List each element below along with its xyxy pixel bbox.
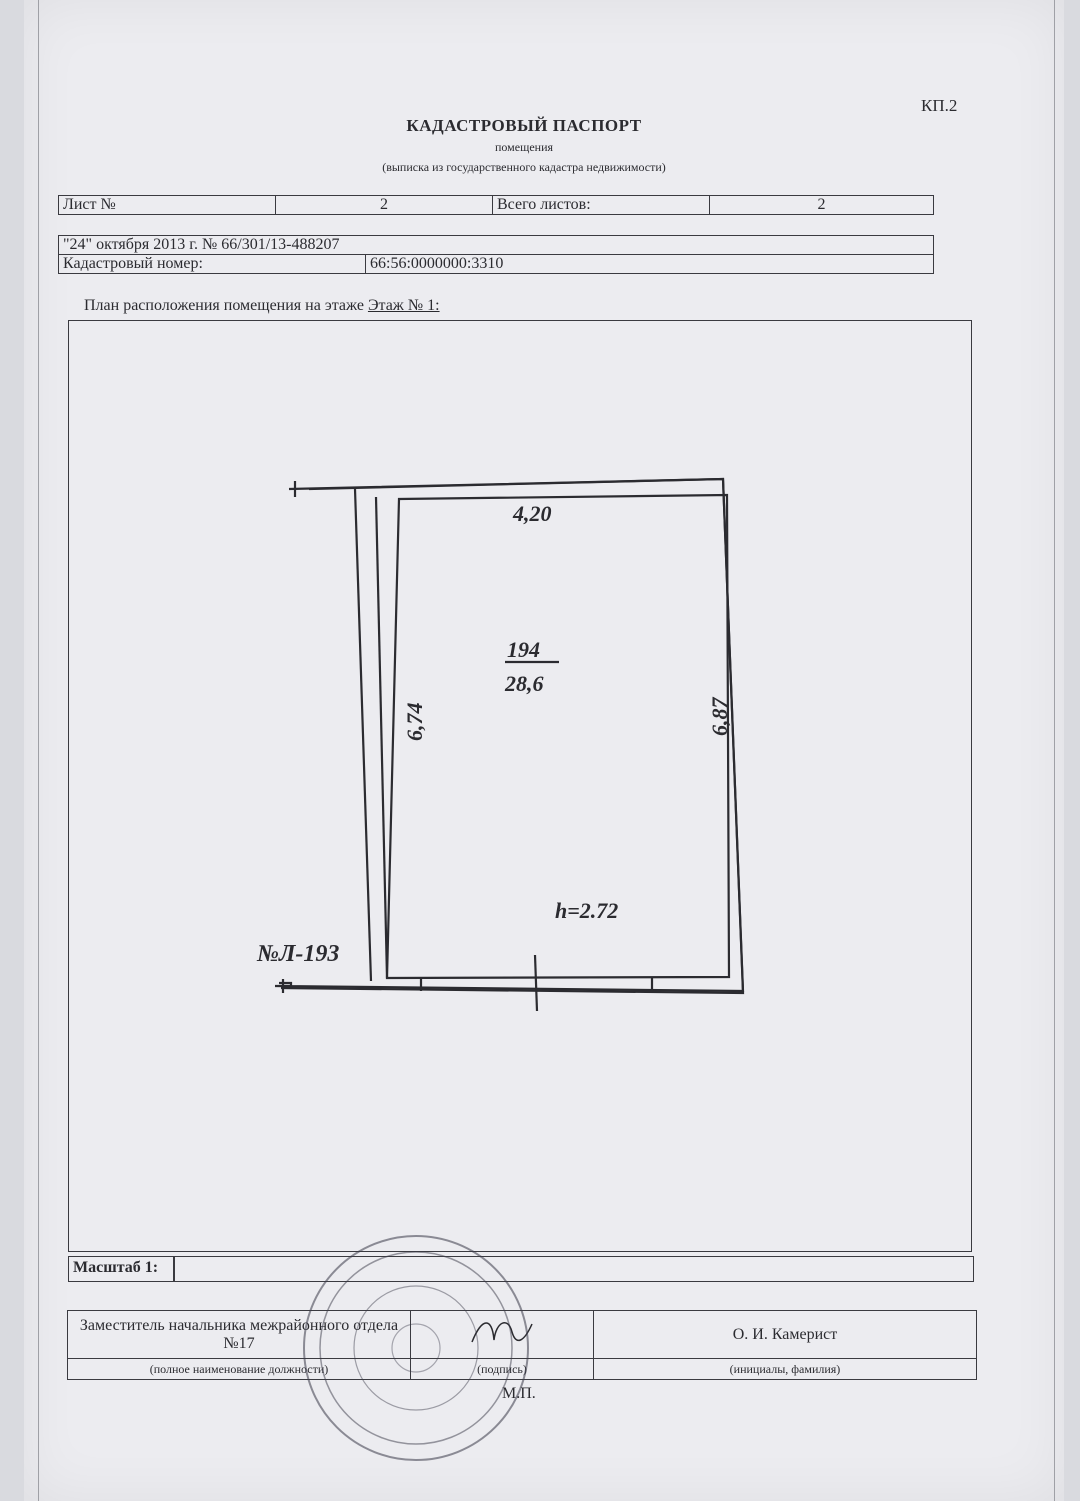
plan-caption-prefix: План расположения помещения на этаже [84,297,364,314]
room-area: 28,6 [505,671,544,696]
outer-wall-main [281,479,743,993]
total-sheets-number: 2 [710,196,934,215]
right-dimension: 6,87 [707,697,732,736]
left-wall-inner [376,497,387,978]
ceiling-height: h=2.72 [555,898,619,923]
plan-floor-label: Этаж № 1: [367,297,440,314]
record-date-number: "24" октября 2013 г. № 66/301/13-488207 [59,236,934,255]
stamp-place-label: М.П. [502,1385,536,1402]
position-caption: (полное наименование должности) [68,1359,411,1380]
official-stamp [296,1228,536,1468]
sheet-number: 2 [276,196,493,215]
cadastral-number-label: Кадастровый номер: [59,255,366,274]
left-dimension: 6,74 [402,702,427,741]
signature-caption: (подпись) [411,1359,594,1380]
outer-wall [275,479,743,991]
room-number: 194 [507,637,540,662]
floor-plan-drawing [69,321,971,1251]
top-dimension: 4,20 [513,501,552,526]
page-edge-left [38,0,39,1501]
sheet-label: Лист № [59,196,276,215]
official-name: О. И. Камерист [594,1311,977,1359]
floor-plan-frame [68,320,972,1252]
plan-caption [84,297,440,315]
sheet-info-table [58,195,934,215]
total-sheets-label: Всего листов: [493,196,710,215]
neighbor-room-label: №Л-193 [257,941,340,967]
form-code: КП.2 [921,96,958,115]
left-wall [355,489,371,981]
document-subtitle: помещения [494,140,554,154]
page-edge-right [1054,0,1055,1501]
record-table [58,235,934,274]
name-caption: (инициалы, фамилия) [594,1359,977,1380]
document-title: КАДАСТРОВЫЙ ПАСПОРТ [406,116,642,135]
official-position: Заместитель начальника межрайонного отдела №17 [68,1311,411,1359]
scale-label: Масштаб 1: [73,1259,159,1276]
document-sheet [24,0,1064,1501]
cadastral-number-value: 66:56:0000000:3310 [366,255,934,274]
document-note: (выписка из государственного кадастра недвижимости) [382,160,666,174]
